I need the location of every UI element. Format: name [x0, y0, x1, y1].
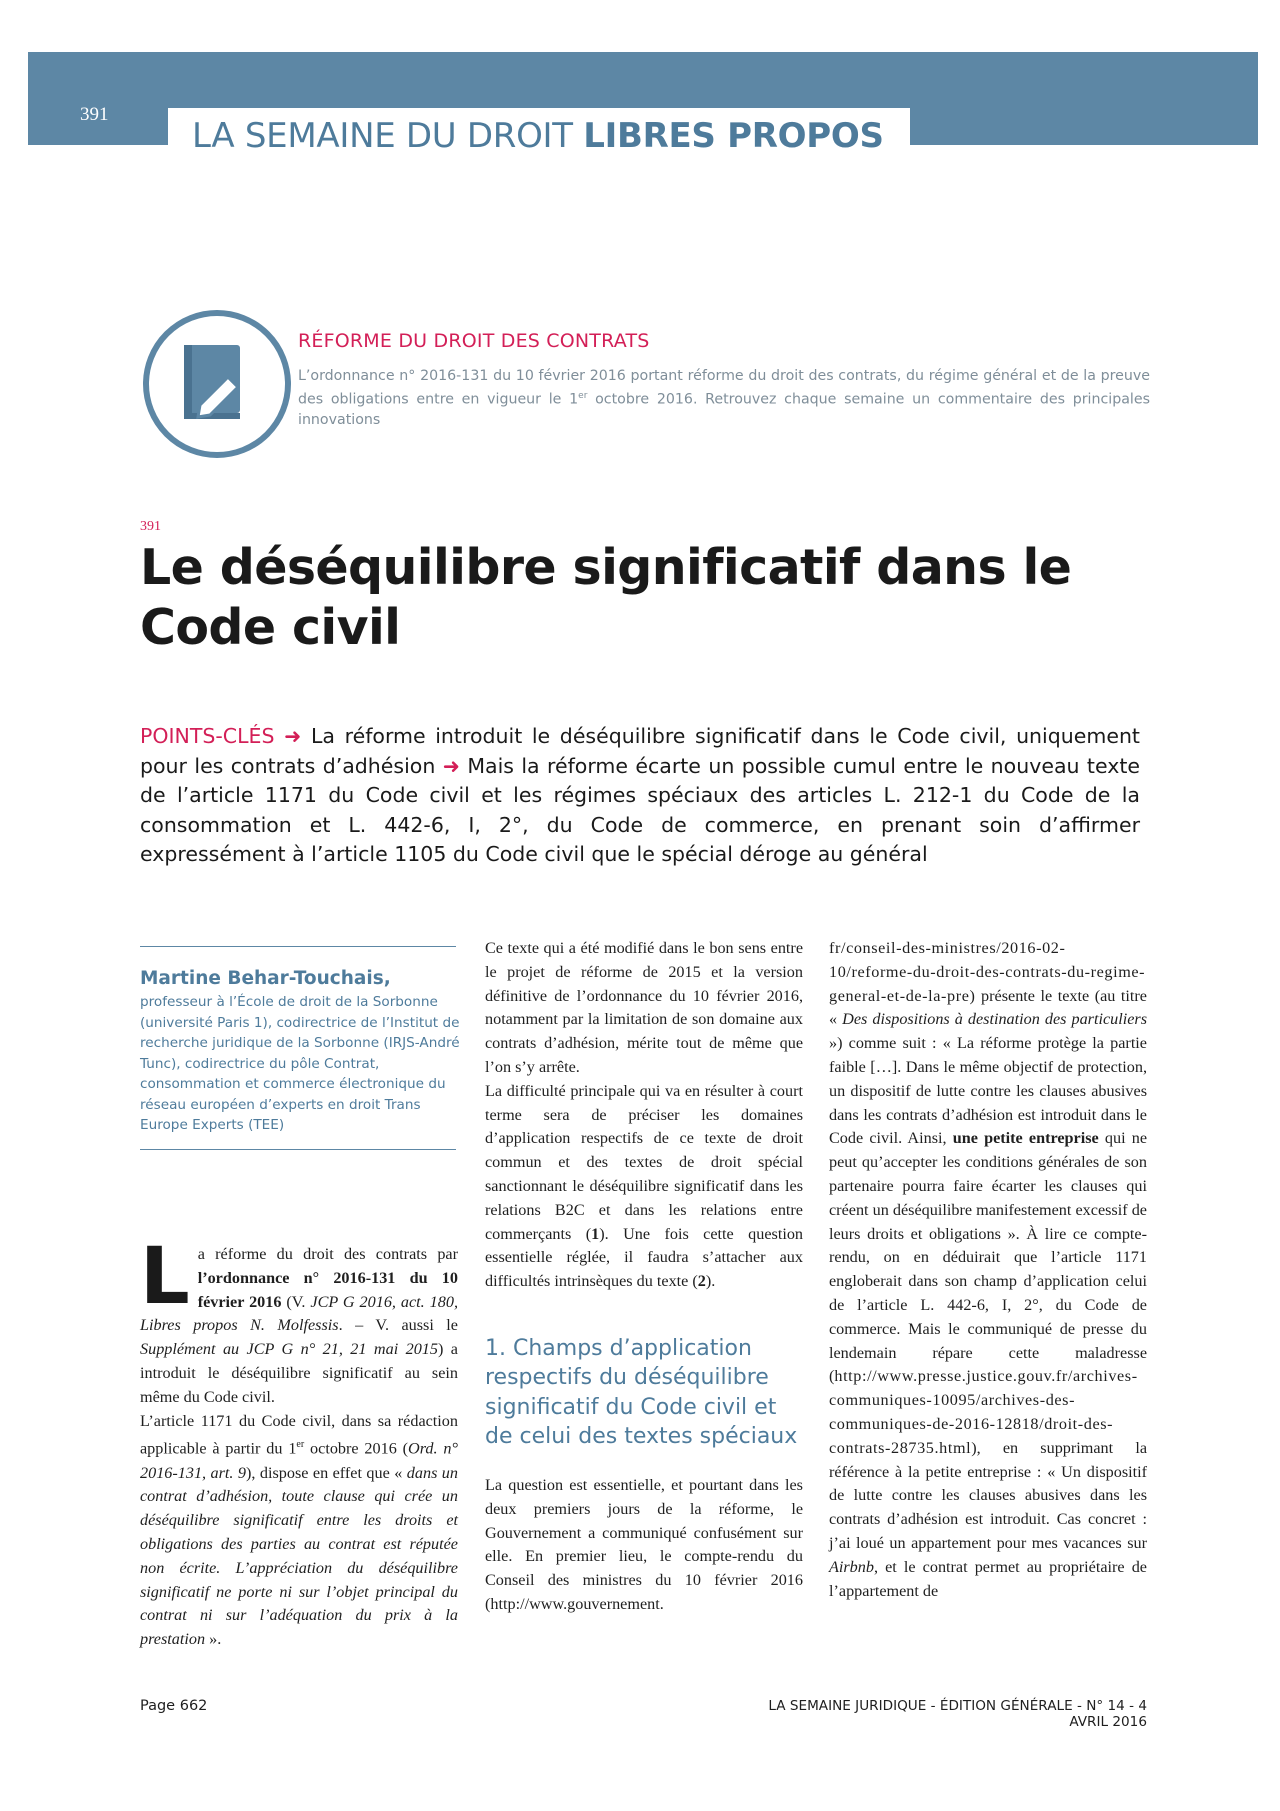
- arrow-right-icon: ➜: [442, 753, 460, 778]
- section-heading: 1. Champs d’application respectifs du déséquilibre significatif du Code civil et de celui des textes spéciaux: [485, 1335, 798, 1450]
- body-column-3: [829, 937, 1147, 1603]
- url-link: fr/conseil-des-ministres/2016-02-10/reforme-du-droit-des-contrats-du-regime-general-et-de-la-pre): [829, 939, 1146, 1005]
- key-points: [140, 722, 1140, 870]
- header-page-number: 391: [80, 104, 109, 125]
- footer-page: Page 662: [140, 1698, 208, 1714]
- rubric-title-regular: LA SEMAINE DU DROIT: [192, 116, 573, 156]
- paragraph: La réforme du droit des contrats par l’ordonnance n° 2016-131 du 10 février 2016 (V. JCP G 2016, act. 180, Libres propos N. Molfessis. – V. aussi le Supplément au JCP G n° 21, 21 mai 2015) a introduit le déséquilibre significatif au sein même du Code civil.: [140, 1232, 458, 1406]
- book-pen-icon: [142, 309, 292, 459]
- author-name: Martine Behar-Touchais,: [140, 968, 391, 989]
- paragraph: L’article 1171 du Code civil, dans sa rédaction applicable à partir du 1er octobre 2016 (Ord. n° 2016-131, art. 9), dispose en effet que « dans un contrat d’adhésion, toute clause qui crée un déséquilibre significatif entre les droits et obligations des parties au contrat est réputée non écrite. L’appréciation du déséquilibre significatif ne porte ni sur l’objet principal du contrat ni sur l’adéquation du prix à la prestation ».: [140, 1411, 458, 1649]
- series-title: RÉFORME DU DROIT DES CONTRATS: [298, 330, 650, 352]
- key-point-1: La réforme introduit le déséquilibre significatif dans le Code civil, uniquement pour les contrats d’adhésion: [140, 724, 1140, 778]
- article-number: 391: [140, 519, 161, 534]
- author-bottom-rule: [140, 1149, 456, 1150]
- key-point-2: Mais la réforme écarte un possible cumul entre le nouveau texte de l’article 1171 du Code civil et les régimes spéciaux des articles L. 212-1 du Code de la consommation et L. 442-6, I, 2°, du Code de commerce, en prenant soin d’affirmer expressément à l’article 1105 du Code civil que le spécial déroge au général: [140, 753, 1140, 866]
- rubric-title: [168, 108, 910, 164]
- rubric-title-bold: LIBRES PROPOS: [583, 116, 884, 156]
- paragraph: La question est essentielle, et pourtant dans les deux premiers jours de la réforme, le Gouvernement a communiqué confusément sur elle. En premier lieu, le compte-rendu du Conseil des ministres du 10 février 2016 (http://www.gouvernement.: [485, 1475, 803, 1613]
- body-column-1: [140, 1232, 458, 1652]
- footer-journal: LA SEMAINE JURIDIQUE - ÉDITION GÉNÉRALE - N° 14 - 4 AVRIL 2016: [768, 1698, 1147, 1730]
- body-column-2: [485, 937, 803, 1617]
- author-top-rule: [140, 946, 456, 947]
- drop-cap: L: [140, 1232, 190, 1322]
- paragraph: fr/conseil-des-ministres/2016-02-10/reforme-du-droit-des-contrats-du-regime-general-et-de-la-pre) présente le texte (au titre « Des dispositions à destination des particuliers ») comme suit : « La réforme protège la partie faible […]. Dans le même objectif de protection, un dispositif de lutte contre les clauses abusives dans les contrats d’adhésion est introduit dans le Code civil. Ainsi, une petite entreprise qui ne peut qu’accepter les conditions générales de son partenaire pourra faire écarter les clauses qui créent un déséquilibre manifestement excessif de leurs droits et obligations ». À lire ce compte-rendu, on en déduirait que l’article 1171 engloberait dans son champ d’application celui de l’article L. 442-6, I, 2°, du Code de commerce. Mais le communiqué de presse du lendemain répare cette maladresse (http://www.presse.justice.gouv.fr/archives-communiques-10095/archives-des-communiques-de-2016-12818/droit-des-contrats-28735.html), en supprimant la référence à la petite entreprise : « Un dispositif de lutte contre les clauses abusives dans les contrats d’adhésion est introduit. Cas concret : j’ai loué un appartement pour mes vacances sur Airbnb, et le contrat permet au propriétaire de l’appartement de: [829, 939, 1148, 1600]
- paragraph: Ce texte qui a été modifié dans le bon sens entre le projet de réforme de 2015 et la version définitive de l’ordonnance du 10 février 2016, notamment par la limitation de son domaine aux contrats d’adhésion, mérite tout de même que l’on s’y arrête.: [485, 939, 803, 1076]
- key-points-label: POINTS-CLÉS: [140, 724, 275, 748]
- arrow-right-icon: ➜: [284, 724, 302, 748]
- url-link: http://www.presse.justice.gouv.fr/archives-communiques-10095/archives-des-communiques-de-2016-12818/droit-des-contrats-28735.html: [829, 1367, 1138, 1457]
- author-bio: professeur à l’École de droit de la Sorbonne (université Paris 1), codirectrice de l’Institut de recherche juridique de la Sorbonne (IRJS-André Tunc), codirectrice du pôle Contrat, consommation et commerce électronique du réseau européen d’experts en droit Trans Europe Experts (TEE): [140, 994, 460, 1133]
- series-description: L’ordonnance n° 2016-131 du 10 février 2016 portant réforme du droit des contrats, du régime général et de la preuve des obligations entre en vigueur le 1er octobre 2016. Retrouvez chaque semaine un commentaire des principales innovations: [298, 368, 1150, 428]
- article-title: Le déséquilibre significatif dans le Code civil: [140, 539, 1072, 656]
- paragraph: La difficulté principale qui va en résulter à court terme sera de préciser les domaines d’application respectifs de ce texte de droit commun et des textes de droit spécial sanctionnant le déséquilibre significatif dans les relations B2C et dans les relations entre commerçants (1). Une fois cette question essentielle réglée, il faudra s’attacher aux difficultés intrinsèques du texte (2).: [485, 1081, 804, 1291]
